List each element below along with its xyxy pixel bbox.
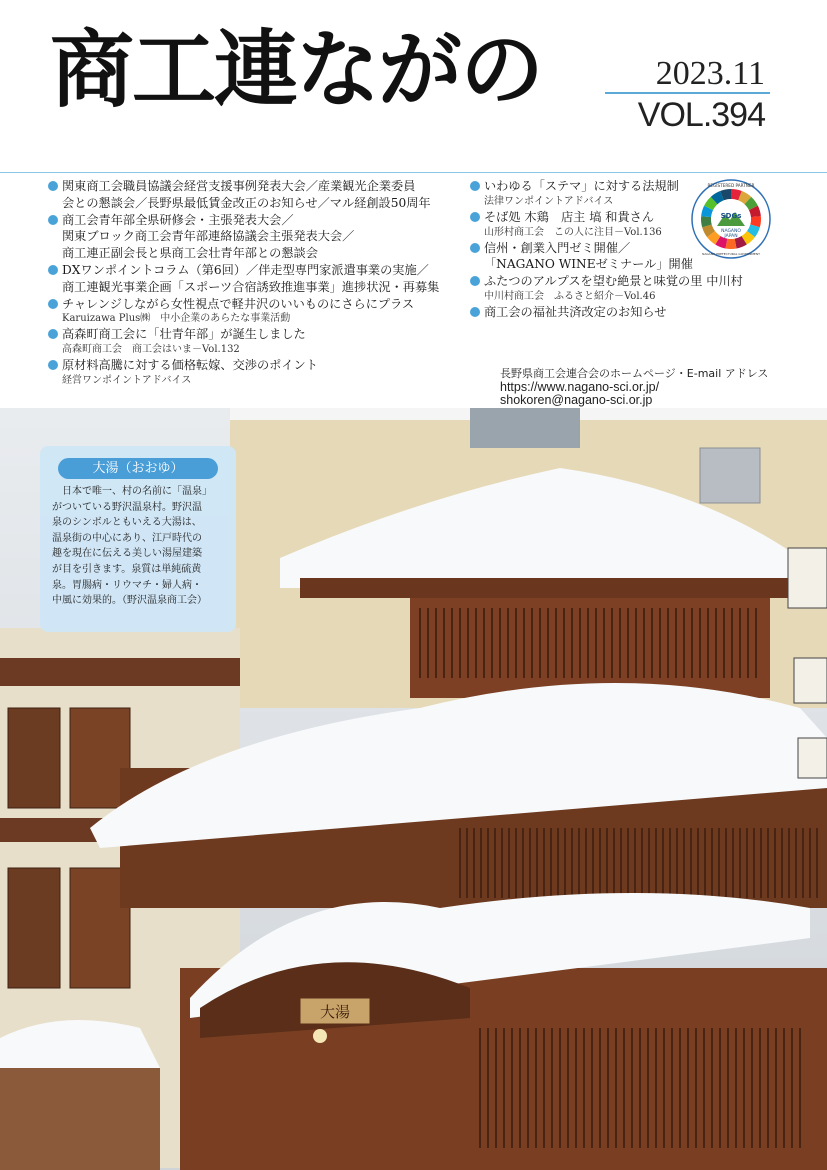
bullet-icon	[48, 265, 58, 275]
issue-volume: VOL.394	[637, 96, 765, 134]
homepage-url[interactable]: https://www.nagano-sci.or.jp/	[500, 379, 660, 394]
toc-headline: チャレンジしながら女性視点で軽井沢のいいものにさらにプラス	[62, 296, 415, 311]
toc-subheading: 法律ワンポイントアドバイス	[484, 195, 614, 207]
toc-subheading: 山形村商工会 この人に注目－Vol.136	[484, 226, 662, 238]
caption-line: 趣を現在に伝える美しい湯屋建築	[52, 548, 202, 560]
lantern-icon	[313, 1029, 327, 1043]
bullet-icon	[48, 360, 58, 370]
bullet-icon	[470, 212, 480, 222]
issue-date: 2023.11	[655, 55, 765, 92]
email-address[interactable]: shokoren@nagano-sci.or.jp	[500, 393, 653, 407]
sdgs-badge-center: SDGs	[720, 212, 742, 220]
caption-line: 中風に効果的。（野沢温泉商工会）	[52, 595, 207, 607]
toc-item	[48, 212, 458, 262]
bullet-icon	[48, 299, 58, 309]
toc-headline: 高森町商工会に「壮青年部」が誕生しました	[62, 327, 306, 342]
caption-title: 大湯（おおゆ）	[58, 458, 218, 479]
toc-headline: 商工連観光事業企画「スポーツ合宿誘致推進事業」進捗状況・再募集	[62, 279, 440, 294]
caption-line: 温泉街の中心にあり、江戸時代の	[52, 532, 202, 544]
toc-item	[48, 296, 458, 327]
bullet-icon	[470, 181, 480, 191]
sdgs-badge-japan: JAPAN	[724, 234, 738, 239]
toc-item	[48, 262, 458, 296]
toc-headline: 商工会の福祉共済改定のお知らせ	[484, 304, 667, 319]
toc-headline: 関東商工会職員協議会経営支援事例発表大会／産業観光企業委員	[62, 179, 416, 193]
bullet-icon	[470, 307, 480, 317]
sdgs-partner-badge	[690, 178, 772, 260]
caption-line: 泉のシンボルともいえる大湯は、	[52, 517, 202, 529]
caption-line: 泉。胃腸病・リウマチ・婦人病・	[52, 579, 202, 591]
toc-headline: 原材料高騰に対する価格転嫁、交渉のポイント	[62, 358, 318, 373]
toc-item	[470, 304, 770, 321]
toc-left-column	[48, 178, 458, 388]
caption-text	[52, 484, 230, 609]
bullet-icon	[48, 329, 58, 339]
sdgs-badge-nagano: NAGANO	[721, 229, 741, 234]
magazine-title: 商工連ながの	[50, 20, 543, 119]
toc-headline: 商工会青年部全県研修会・主張発表大会／	[62, 212, 294, 227]
issue-divider	[605, 92, 770, 94]
caption-line: がついている野沢温泉村。野沢温	[52, 501, 202, 513]
bullet-icon	[48, 181, 58, 191]
contact-label: 長野県商工会連合会のホームページ・E-mail アドレス	[500, 367, 769, 380]
right-sign	[788, 548, 827, 608]
lower-lattice	[480, 1028, 800, 1148]
toc-item	[48, 326, 458, 357]
toc-headline: 関東ブロック商工会青年部連絡協議会主張発表大会／	[62, 229, 355, 244]
toc-subheading: 高森町商工会 商工会はいま－Vol.132	[62, 344, 240, 356]
toc-headline: 会との懇談会／長野県最低賃金改正のお知らせ／マル経創設50周年	[62, 195, 431, 210]
toc-subheading: 中川村商工会 ふるさと紹介－Vol.46	[484, 290, 656, 302]
toc-headline: DXワンポイントコラム（第6回）／伴走型専門家派遣事業の実施／	[62, 262, 429, 277]
contact-info	[500, 367, 768, 408]
toc-subheading: 経営ワンポイントアドバイス	[62, 374, 192, 386]
toc-item	[48, 178, 458, 212]
toc-headline: 信州・創業入門ゼミ開催／	[484, 240, 631, 255]
toc-subheading: Karuizawa Plus㈱ 中小企業のあらたな事業活動	[62, 313, 291, 325]
toc-headline: ふたつのアルプスを望む絶景と味覚の里 中川村	[484, 274, 743, 289]
sdgs-wheel-segment	[725, 239, 736, 249]
toc-headline: 「NAGANO WINEゼミナール」開催	[484, 257, 693, 272]
toc-headline: 商工連正副会長と県商工会壮青年部との懇談会	[62, 246, 318, 261]
caption-line: が目を引きます。泉質は単純硫黄	[52, 563, 202, 575]
sdgs-badge-top: REGISTERED PARTNER	[707, 183, 755, 188]
toc-item	[48, 357, 458, 388]
bullet-icon	[470, 243, 480, 253]
bullet-icon	[48, 215, 58, 225]
toc-headline: そば処 木鶏 店主 塙 和貴さん	[484, 209, 655, 224]
header-divider	[0, 172, 827, 173]
sdgs-badge-ring-text: NAGANO PREFECTURAL GOVERNMENT	[702, 252, 760, 256]
bullet-icon	[470, 276, 480, 286]
toc-item	[470, 273, 770, 304]
toc-headline: いわゆる「ステマ」に対する法規制	[484, 179, 679, 193]
caption-line: 日本で唯一、村の名前に「温泉」	[52, 486, 212, 497]
name-sign-text: 大湯	[319, 1003, 351, 1021]
